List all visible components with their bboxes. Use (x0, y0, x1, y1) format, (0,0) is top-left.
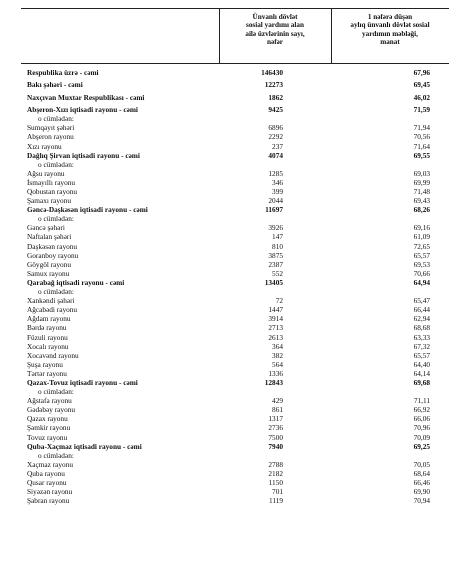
table-row (21, 314, 449, 323)
row-recipients-value: 1285 (268, 168, 283, 178)
row-recipients-value: 12273 (264, 80, 283, 90)
table-row-subheading (21, 114, 449, 123)
row-recipients-value: 12843 (264, 377, 283, 387)
row-name: Xızı rayonu (27, 141, 62, 151)
table-row (21, 323, 449, 332)
row-amount-value: 71,94 (413, 123, 430, 133)
row-name: İsmayıllı rayonu (27, 177, 76, 187)
row-amount-value: 64,14 (413, 368, 430, 378)
table-row (21, 487, 449, 496)
row-recipients-value: 1336 (268, 368, 283, 378)
table-row (21, 196, 449, 205)
row-name: Xaçmaz rayonu (27, 459, 73, 469)
row-name: Gədəbəy rayonu (27, 405, 76, 415)
row-name: Qobustan rayonu (27, 187, 78, 197)
row-recipients-value: 1150 (268, 478, 283, 488)
table-row (21, 360, 449, 369)
row-recipients-value: 9425 (268, 105, 283, 115)
row-recipients-value: 861 (272, 405, 283, 415)
table-row (21, 232, 449, 241)
row-name: Abşeron rayonu (27, 132, 74, 142)
row-name: Xankəndi şəhəri (27, 296, 75, 306)
row-name: Dağlıq Şirvan iqtisadi rayonu - cəmi (27, 150, 140, 160)
table-row (21, 333, 449, 342)
row-recipients-value: 6896 (268, 123, 283, 133)
row-name: Gəncə-Daşkəsən iqtisadi rayonu - cəmi (27, 205, 148, 215)
row-recipients-value: 7940 (268, 441, 283, 451)
row-amount-value: 70,66 (413, 268, 430, 278)
row-name: Naxçıvan Muxtar Respublikası - cəmi (27, 92, 145, 102)
row-name: Abşeron-Xızı iqtisadi rayonu - cəmi (27, 105, 138, 115)
row-name: Şəmkir rayonu (27, 423, 71, 433)
row-recipients-value: 810 (272, 241, 283, 251)
row-amount-value: 71,11 (413, 396, 430, 406)
row-name: Bərdə rayonu (27, 323, 67, 333)
row-amount-value: 65,57 (413, 350, 430, 360)
row-recipients-value: 364 (272, 341, 283, 351)
row-recipients-value: 564 (272, 359, 283, 369)
table-row (21, 305, 449, 314)
row-recipients-value: 72 (275, 296, 283, 306)
table-row (21, 351, 449, 360)
row-name: Şuşa rayonu (27, 359, 63, 369)
row-amount-value: 46,02 (413, 92, 430, 102)
table-row (21, 460, 449, 469)
table-row (21, 342, 449, 351)
row-amount-value: 69,55 (413, 150, 430, 160)
row-amount-value: 69,03 (413, 168, 430, 178)
table-row-subheading (21, 287, 449, 296)
row-recipients-value: 2613 (268, 332, 283, 342)
row-recipients-value: 3926 (268, 223, 283, 233)
row-recipients-value: 11697 (265, 205, 283, 215)
row-amount-value: 70,94 (413, 496, 430, 506)
row-name: o cümlədən: (38, 287, 74, 297)
table-body (21, 68, 449, 505)
table-row (21, 496, 449, 505)
row-name: Tovuz rayonu (27, 432, 68, 442)
row-amount-value: 71,48 (413, 187, 430, 197)
table-row (21, 433, 449, 442)
row-name: Naftalan şəhəri (27, 232, 72, 242)
row-name: Quba-Xaçmaz iqtisadi rayonu - cəmi (27, 441, 142, 451)
row-amount-value: 65,47 (413, 296, 430, 306)
row-amount-value: 70,05 (413, 459, 430, 469)
table-row (21, 478, 449, 487)
row-recipients-value: 3914 (268, 314, 283, 324)
row-recipients-value: 429 (272, 396, 283, 406)
row-recipients-value: 13405 (264, 277, 283, 287)
row-amount-value: 66,92 (413, 405, 430, 415)
table-row (21, 142, 449, 151)
row-amount-value: 66,46 (413, 478, 430, 488)
row-amount-value: 68,64 (413, 468, 430, 478)
row-recipients-value: 146430 (261, 68, 283, 77)
row-name: Sumqayıt şəhəri (27, 123, 75, 133)
row-name: Samux rayonu (27, 268, 70, 278)
row-name: Quba rayonu (27, 468, 65, 478)
row-recipients-value: 2292 (268, 132, 283, 142)
row-name: Şabran rayonu (27, 496, 70, 506)
table-row-total (21, 205, 449, 214)
table-row (21, 223, 449, 232)
row-name: Qazax rayonu (27, 414, 68, 424)
table-row-total (21, 93, 449, 102)
row-recipients-value: 1447 (268, 305, 283, 315)
row-recipients-value: 4074 (268, 150, 283, 160)
table-row-subheading (21, 214, 449, 223)
row-recipients-value: 2788 (268, 459, 283, 469)
row-amount-value: 61,09 (413, 232, 430, 242)
row-name: Respublika üzrə - cəmi (27, 68, 99, 77)
table-row-subheading (21, 451, 449, 460)
row-recipients-value: 7500 (268, 432, 283, 442)
row-amount-value: 67,96 (413, 68, 430, 77)
row-name: Şamaxı rayonu (27, 196, 71, 206)
row-name: Daşkəsən rayonu (27, 241, 78, 251)
table-row-total (21, 68, 449, 77)
table-row (21, 169, 449, 178)
row-name: Bakı şəhəri - cəmi (27, 80, 83, 90)
row-recipients-value: 346 (272, 177, 283, 187)
row-amount-value: 69,53 (413, 259, 430, 269)
table-row-total (21, 278, 449, 287)
row-name: o cümlədən: (38, 450, 74, 460)
row-name: Ağcabədi rayonu (27, 305, 78, 315)
row-name: Goranboy rayonu (27, 250, 79, 260)
row-amount-value: 69,16 (413, 223, 430, 233)
row-name: o cümlədən: (38, 387, 74, 397)
row-amount-value: 68,68 (413, 323, 430, 333)
table-row-total (21, 80, 449, 89)
row-amount-value: 70,56 (413, 132, 430, 142)
row-amount-value: 69,43 (413, 196, 430, 206)
table-row (21, 469, 449, 478)
row-amount-value: 69,90 (413, 487, 430, 497)
row-recipients-value: 2387 (268, 259, 283, 269)
row-recipients-value: 1119 (268, 496, 283, 506)
row-amount-value: 63,33 (413, 332, 430, 342)
row-recipients-value: 2713 (268, 323, 283, 333)
row-recipients-value: 2182 (268, 468, 283, 478)
row-recipients-value: 701 (272, 487, 283, 497)
row-name: Ağsu rayonu (27, 168, 65, 178)
table-row (21, 132, 449, 141)
table-row (21, 269, 449, 278)
row-amount-value: 72,65 (413, 241, 430, 251)
row-amount-value: 70,96 (413, 423, 430, 433)
row-amount-value: 69,25 (413, 441, 430, 451)
statistics-table (21, 8, 449, 505)
row-recipients-value: 382 (272, 350, 283, 360)
row-name: Qarabağ iqtisadi rayonu - cəmi (27, 277, 125, 287)
row-name: Tərtər rayonu (27, 368, 67, 378)
table-row (21, 260, 449, 269)
row-name: Gəncə şəhəri (27, 223, 65, 233)
row-recipients-value: 3875 (268, 250, 283, 260)
column-header-amount: 1 nəfərə düşən aylıq ünvanlı dövlət sosial yardımın məbləği, manat (350, 13, 430, 46)
row-name: Xocavənd rayonu (27, 350, 79, 360)
table-row (21, 187, 449, 196)
row-name: o cümlədən: (38, 114, 74, 124)
row-recipients-value: 2044 (268, 196, 283, 206)
row-recipients-value: 147 (272, 232, 283, 242)
table-row (21, 251, 449, 260)
row-amount-value: 70,09 (413, 432, 430, 442)
row-amount-value: 69,45 (413, 80, 430, 90)
table-row (21, 405, 449, 414)
row-name: Ağdam rayonu (27, 314, 71, 324)
row-amount-value: 64,40 (413, 359, 430, 369)
table-row-subheading (21, 387, 449, 396)
table-row-total (21, 105, 449, 114)
column-header-recipients: Ünvanlı dövlət sosial yardımı alan ailə üzvlərinin sayı, nəfər (245, 13, 305, 46)
row-name: Füzuli rayonu (27, 332, 68, 342)
row-recipients-value: 1317 (268, 414, 283, 424)
table-row (21, 423, 449, 432)
row-amount-value: 62,94 (413, 314, 430, 324)
row-name: o cümlədən: (38, 159, 74, 169)
row-amount-value: 69,99 (413, 177, 430, 187)
row-amount-value: 71,64 (413, 141, 430, 151)
table-row (21, 369, 449, 378)
row-recipients-value: 2736 (268, 423, 283, 433)
row-amount-value: 69,68 (413, 377, 430, 387)
row-amount-value: 66,06 (413, 414, 430, 424)
table-row-total (21, 151, 449, 160)
table-row-total (21, 442, 449, 451)
table-row (21, 242, 449, 251)
row-name: Göygöl rayonu (27, 259, 71, 269)
row-recipients-value: 1862 (268, 92, 283, 102)
row-name: Ağstafa rayonu (27, 396, 72, 406)
table-row (21, 178, 449, 187)
row-name: Xocalı rayonu (27, 341, 69, 351)
row-amount-value: 71,59 (413, 105, 430, 115)
table-row (21, 123, 449, 132)
row-recipients-value: 399 (272, 187, 283, 197)
table-row (21, 396, 449, 405)
table-row-subheading (21, 160, 449, 169)
row-name: Qusar rayonu (27, 478, 67, 488)
table-header (21, 8, 449, 64)
row-name: Qazax-Tovuz iqtisadi rayonu - cəmi (27, 377, 138, 387)
row-name: o cümlədən: (38, 214, 74, 224)
row-amount-value: 67,32 (413, 341, 430, 351)
row-recipients-value: 237 (272, 141, 283, 151)
row-amount-value: 68,26 (413, 205, 430, 215)
row-amount-value: 65,57 (413, 250, 430, 260)
row-amount-value: 66,44 (413, 305, 430, 315)
row-name: Siyəzən rayonu (27, 487, 73, 497)
table-row (21, 414, 449, 423)
row-amount-value: 64,94 (413, 277, 430, 287)
row-recipients-value: 552 (272, 268, 283, 278)
table-row (21, 296, 449, 305)
table-row-total (21, 378, 449, 387)
